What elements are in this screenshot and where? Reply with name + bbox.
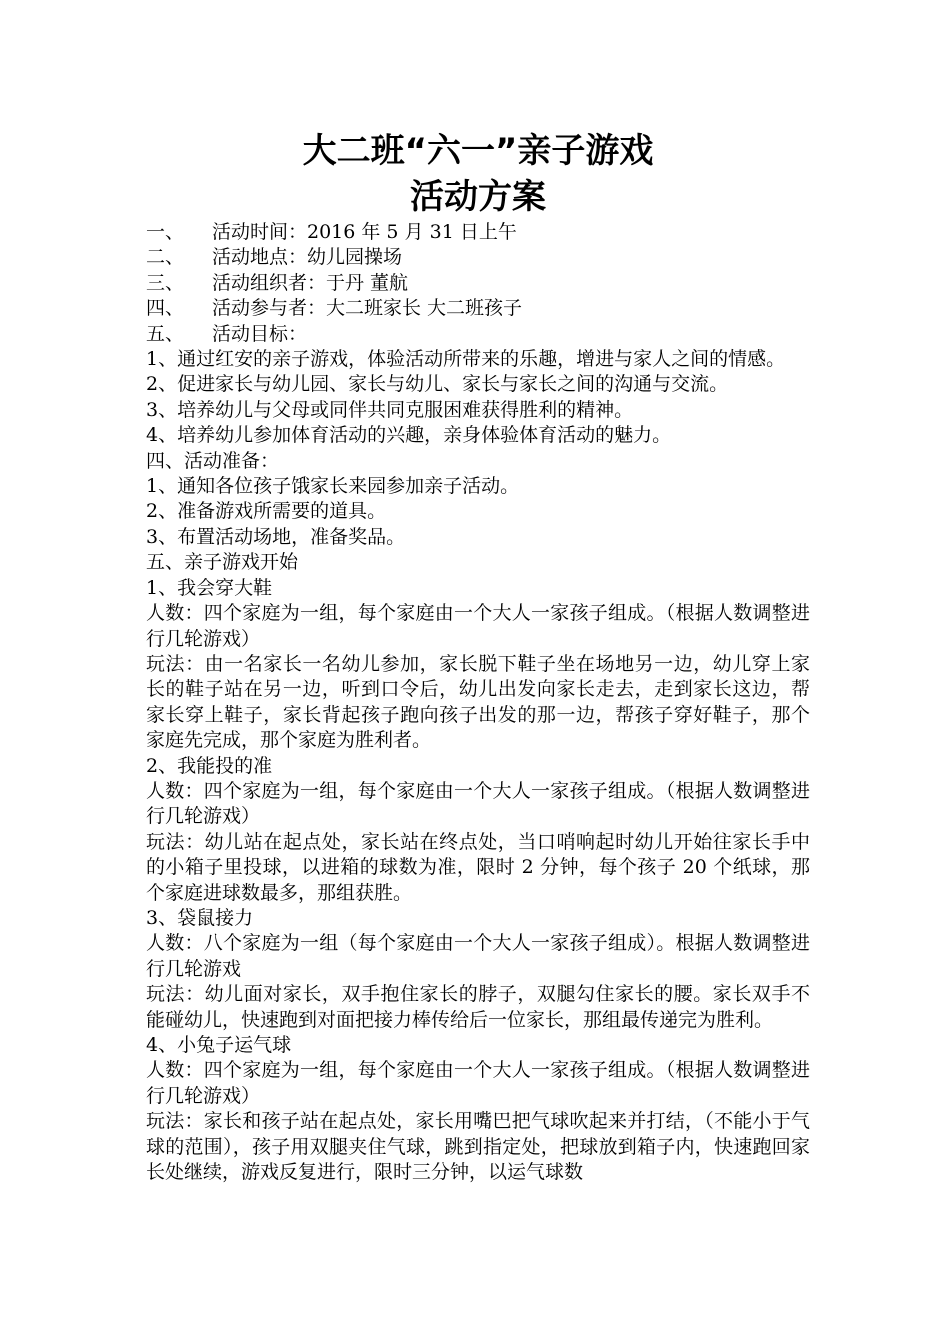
prep-item: 1、通知各位孩子饿家长来园参加亲子活动。	[146, 475, 520, 498]
goal-item: 2、促进家长与幼儿园、家长与幼儿、家长与家长之间的沟通与交流。	[146, 373, 729, 396]
info-number: 三、	[146, 271, 185, 294]
goal-item: 4、培养幼儿参加体育活动的兴趣，亲身体验体育活动的魅力。	[146, 424, 672, 447]
game-section-4	[146, 1033, 810, 1185]
prep-list	[146, 474, 810, 550]
info-item-organizer	[146, 271, 810, 296]
document-page	[146, 128, 810, 1185]
info-text: 活动参与者：大二班家长 大二班孩子	[212, 297, 523, 320]
info-item-participants	[146, 296, 810, 321]
info-item-place	[146, 245, 810, 270]
document-body	[146, 220, 810, 1185]
goal-item: 1、通过红安的亲子游戏，体验活动所带来的乐趣，增进与家人之间的情感。	[146, 348, 786, 371]
goals-list	[146, 347, 810, 449]
game-method: 玩法：幼儿站在起点处，家长站在终点处，当口哨响起时幼儿开始往家长手中的小箱子里投球，以进箱的球数为准，限时 2 分钟，每个孩子 20 个纸球，那个家庭进球数最多，那组获胜。	[146, 830, 810, 904]
game-name: 1、我会穿大鞋	[146, 576, 273, 599]
info-number: 一、	[146, 221, 185, 243]
info-text: 活动时间：2016 年 5 月 31 日上午	[212, 221, 517, 243]
games-heading: 五、亲子游戏开始	[146, 551, 299, 574]
prep-heading: 四、活动准备：	[146, 449, 280, 472]
info-item-goals	[146, 322, 810, 347]
game-name: 2、我能投的准	[146, 754, 273, 777]
game-method: 玩法：幼儿面对家长，双手抱住家长的脖子，双腿勾住家长的腰。家长双手不能碰幼儿，快速跑到对面把接力棒传给后一位家长，那组最传递完为胜利。	[146, 983, 810, 1031]
prep-item: 3、布置活动场地，准备奖品。	[146, 525, 406, 548]
info-number: 四、	[146, 297, 185, 320]
info-text: 活动地点：幼儿园操场	[212, 246, 403, 269]
info-item-time	[146, 220, 810, 245]
game-method: 玩法：由一名家长一名幼儿参加，家长脱下鞋子坐在场地另一边，幼儿穿上家长的鞋子站在另一边，听到口令后，幼儿出发向家长走去，走到家长这边，帮家长穿上鞋子，家长背起孩子跑向孩子出发的那一边，帮孩子穿好鞋子，那个家庭先完成，那个家庭为胜利者。	[146, 652, 810, 752]
game-people: 人数：八个家庭为一组（每个家庭由一个大人一家孩子组成）。根据人数调整进行几轮游戏	[146, 932, 810, 980]
game-people: 人数：四个家庭为一组，每个家庭由一个大人一家孩子组成。（根据人数调整进行几轮游戏）	[146, 602, 810, 650]
game-section-1	[146, 576, 810, 754]
game-method: 玩法：家长和孩子站在起点处，家长用嘴巴把气球吹起来并打结，（不能小于气球的范围），孩子用双腿夹住气球，跳到指定处，把球放到箱子内，快速跑回家长处继续，游戏反复进行，限时三分钟，以运气球数	[146, 1110, 810, 1184]
prep-item: 2、准备游戏所需要的道具。	[146, 500, 387, 523]
info-number: 五、	[146, 322, 185, 345]
info-number: 二、	[146, 246, 185, 269]
game-people: 人数：四个家庭为一组，每个家庭由一个大人一家孩子组成。（根据人数调整进行几轮游戏）	[146, 779, 810, 828]
game-people: 人数：四个家庭为一组，每个家庭由一个大人一家孩子组成。（根据人数调整进行几轮游戏）	[146, 1059, 810, 1107]
info-text: 活动目标：	[212, 322, 308, 345]
document-title-line-2: 活动方案	[410, 177, 546, 217]
info-text: 活动组织者：于丹 董航	[212, 271, 409, 294]
document-title-line-1: 大二班“六一”亲子游戏	[302, 131, 654, 171]
info-list	[146, 220, 810, 347]
game-section-2	[146, 754, 810, 906]
game-section-3	[146, 906, 810, 1033]
game-name: 3、袋鼠接力	[146, 906, 254, 929]
game-name: 4、小兔子运气球	[146, 1034, 292, 1056]
goal-item: 3、培养幼儿与父母或同伴共同克服困难获得胜利的精神。	[146, 398, 634, 421]
